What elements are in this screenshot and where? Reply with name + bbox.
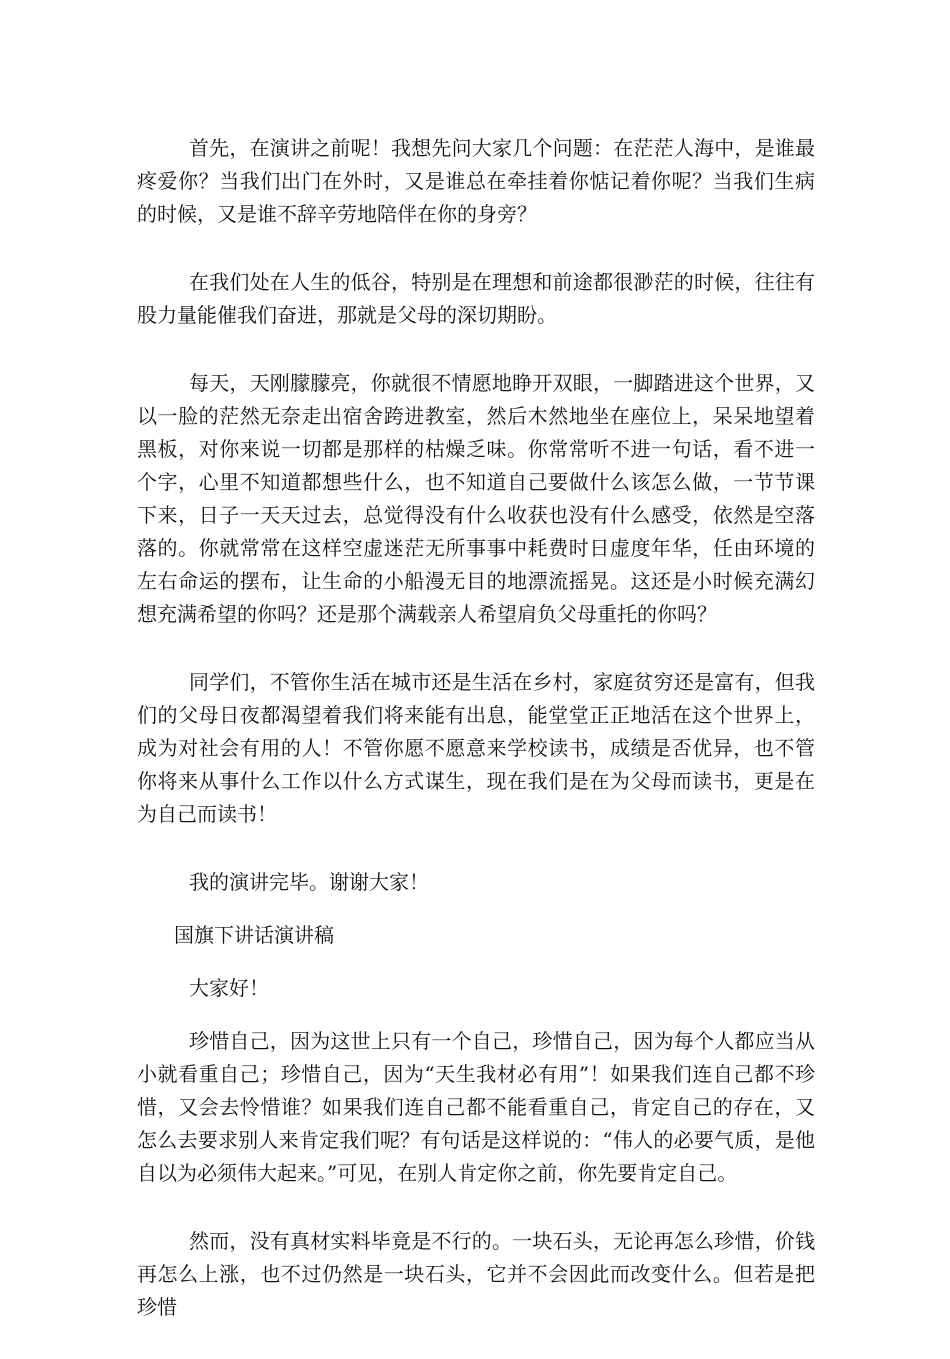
paragraph-real-talent: 然而，没有真材实料毕竟是不行的。一块石头，无论再怎么珍惜，价钱再怎么上涨，也不过仍然是一块石头，它并不会因此而改变什么。但若是把珍惜 xyxy=(137,1229,815,1319)
section-heading: 国旗下讲话演讲稿 xyxy=(174,923,334,947)
paragraph-daily-life: 每天，天刚朦朦亮，你就很不情愿地睁开双眼，一脚踏进这个世界，又以一脸的茫然无奈走出宿舍跨进教室，然后木然地坐在座位上，呆呆地望着黑板，对你来说一切都是那样的枯燥乏味。你常常听不进一句话，看不进一个字，心里不知道都想些什么，也不知道自己要做什么该怎么做，一节节课下来，日子一天天过去，总觉得没有什么收获也没有什么感受，依然是空落落的。你就常常在这样空虚迷茫无所事事中耗费时日虚度年华，任由环境的左右命运的摆布，让生命的小船漫无目的地漂流摇晃。这还是小时候充满幻想充满希望的你吗？还是那个满载亲人希望肩负父母重托的你吗？ xyxy=(137,371,815,626)
paragraph-questions: 首先，在演讲之前呢！我想先问大家几个问题：在茫茫人海中，是谁最疼爱你？当我们出门在外时，又是谁总在牵挂着你惦记着你呢？当我们生病的时候，又是谁不辞辛劳地陪伴在你的身旁？ xyxy=(137,136,815,226)
greeting: 大家好！ xyxy=(189,976,269,1000)
paragraph-parents-expectation: 在我们处在人生的低谷，特别是在理想和前途都很渺茫的时候，往往有股力量能催我们奋进，那就是父母的深切期盼。 xyxy=(137,270,815,327)
paragraph-classmates: 同学们，不管你生活在城市还是生活在乡村，家庭贫穷还是富有，但我们的父母日夜都渴望着我们将来能有出息，能堂堂正正地活在这个世界上，成为对社会有用的人！不管你愿不愿意来学校读书，成绩是否优异，也不管你将来从事什么工作以什么方式谋生，现在我们是在为父母而读书，更是在为自己而读书！ xyxy=(137,670,815,826)
paragraph-closing: 我的演讲完毕。谢谢大家！ xyxy=(189,870,429,894)
paragraph-cherish-self: 珍惜自己，因为这世上只有一个自己，珍惜自己，因为每个人都应当从小就看重自己；珍惜自己，因为“天生我材必有用”！如果我们连自己都不珍惜，又会去怜惜谁？如果我们连自己都不能看重自己，肯定自己的存在，又怎么去要求别人来肯定我们呢？有句话是这样说的：“伟人的必要气质，是他自以为必须伟大起来。”可见，在别人肯定你之前，你先要肯定自己。 xyxy=(137,1029,815,1185)
document-body xyxy=(137,132,815,1359)
